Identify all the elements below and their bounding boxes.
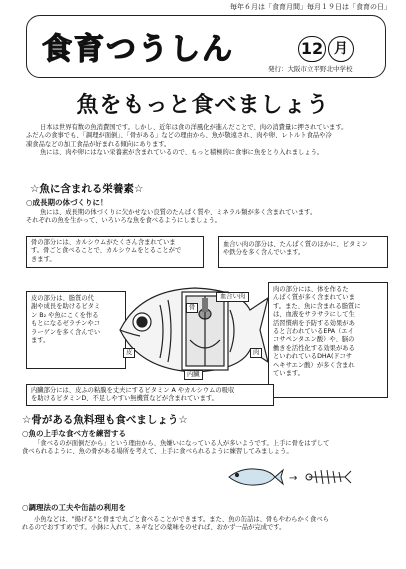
intro-line: 凍食品などの加工食品が好まれる傾向にあります。 xyxy=(26,140,171,148)
organs-line: を助けるビタミンD、不足しやすい無機質などが含まれています。 xyxy=(31,395,218,403)
subheading-eating-practice: ○魚の上手な食べ方を練習する xyxy=(22,429,127,438)
intro-line: ふだんの食事でも、「調理が面倒」、「骨がある」などの理由から、魚が敬遠され、肉や卵、レトルト食品や冷 xyxy=(26,132,332,140)
fish-cross-section-illustration xyxy=(100,270,270,382)
intro-line: 魚には、肉や卵にはない栄養素が含まれているので、もっと積極的に食事に魚をとり入れましょう。 xyxy=(40,149,324,157)
meat-line: ると言われているEPA（エイ xyxy=(273,328,354,336)
month-unit: 月 xyxy=(328,36,354,62)
label-organs: 内臓 xyxy=(184,370,203,380)
meat-line: コサペンタエン酸）や、脳の xyxy=(273,336,355,344)
meat-info-box xyxy=(268,282,388,398)
growth-line: 魚には、成長期の体づくりに欠かせない良質のたんぱく質や、ミネラル類が多く含まれています。 xyxy=(40,209,317,216)
issuer: 発行：大阪市立平野北中学校 xyxy=(268,65,353,73)
organs-info-box xyxy=(26,384,274,406)
growth-line: それぞれの魚を生かって、いろいろな魚を食べるようにしましょう。 xyxy=(26,217,222,225)
intro-line: 日本は世界有数の魚消費国です。しかし、近年は食の洋風化が進んだことで、肉の消費量に押されています。 xyxy=(40,124,348,131)
red-meat-line: や鉄分を多く含んでいます。 xyxy=(223,249,305,257)
label-red-meat: 血合い肉 xyxy=(216,292,249,302)
label-bone: 骨 xyxy=(186,303,198,313)
meat-line: は、血液をサラサラにして生 xyxy=(273,311,355,319)
newsletter-title: 食育つうしん xyxy=(42,32,234,67)
label-skin: 皮 xyxy=(123,348,135,358)
month-number: 12 xyxy=(298,36,326,62)
label-meat: 肉 xyxy=(250,348,262,358)
meat-line: す。また、魚に含まれる脂質に xyxy=(273,302,361,310)
skin-line: 皮の部分は、脂質の代 xyxy=(31,295,94,302)
practice-line: 「食べるのが面倒だから」という理由から、魚嫌いになっている人が多いようです。上手に骨をはずして xyxy=(34,440,330,447)
skin-line: 謝や成長を助けるビタミ xyxy=(31,303,101,311)
top-note: 毎年６月は「食育月間」毎月１９日は「食育の日」 xyxy=(230,3,391,11)
meat-line: ヘキサエン酸）が多く含まれ xyxy=(273,361,355,369)
intro-paragraph xyxy=(26,124,396,158)
red-meat-info-box xyxy=(218,236,388,268)
meat-line: んぱく質が多く含まれていま xyxy=(273,294,355,302)
subheading-cooking-tips: ○調理法の工夫や缶詰の利用を xyxy=(22,503,127,512)
svg-text:→: → xyxy=(289,473,298,484)
meat-line: 肉の部分には、体を作るた xyxy=(273,286,349,293)
meat-line: といわれているDHA(ドコサ xyxy=(273,353,353,361)
cooking-line: れるのでおすすめです。小鉢に入れて、ネギなどの薬味をのせれば、おかず一品が完成です。 xyxy=(22,524,286,532)
meat-line: ています。 xyxy=(273,370,304,378)
section-bone-fish-title: ☆骨がある魚料理も食べましょう☆ xyxy=(22,414,188,426)
cooking-line: 小魚などは、"揚げる"と骨まで丸ごと食べることができます。また、魚の缶詰は、骨もやわらかく食べら xyxy=(34,516,329,523)
subheading-growth: ○成長期の体づくりに！ xyxy=(26,198,108,207)
organs-line: 内臓部分には、皮ふの粘膜を丈夫にするビタミン A やカルシウムの吸収 xyxy=(31,387,235,394)
growth-paragraph xyxy=(26,209,396,226)
practice-line: 食べられるように、魚の骨がある場所を考えて、上手に食べられるように練習してみましょう。 xyxy=(22,448,293,456)
skin-line: ラーゲンを多く含んでい xyxy=(31,328,101,336)
red-meat-line: 血合い肉の部分は、たんぱく質のほかに、ビタミン xyxy=(223,241,368,248)
cooking-tips-paragraph xyxy=(22,516,396,533)
skin-line: もとになるゼラチンやコ xyxy=(31,320,100,328)
headline: 魚をもっと食べましょう xyxy=(76,93,330,118)
eating-practice-paragraph xyxy=(22,440,396,457)
bone-line: きます。 xyxy=(31,255,56,263)
fish-and-bones-illustration xyxy=(225,462,355,492)
meat-line: 活習慣病を予防する効果があ xyxy=(273,319,355,327)
bone-line: す。骨ごと食べることで、カルシウムをとることがで xyxy=(31,247,182,255)
skin-line: ン B₂ や魚にこくを作る xyxy=(31,311,99,319)
skin-line: ます。 xyxy=(31,337,50,345)
section-nutrients-title: ☆魚に含まれる栄養素☆ xyxy=(30,183,144,195)
bone-info-box xyxy=(26,236,204,268)
bone-line: 骨の部分には、カルシウムがたくさん含まれていま xyxy=(31,239,176,246)
meat-line: 働きを活性化する効果がある xyxy=(273,344,355,352)
